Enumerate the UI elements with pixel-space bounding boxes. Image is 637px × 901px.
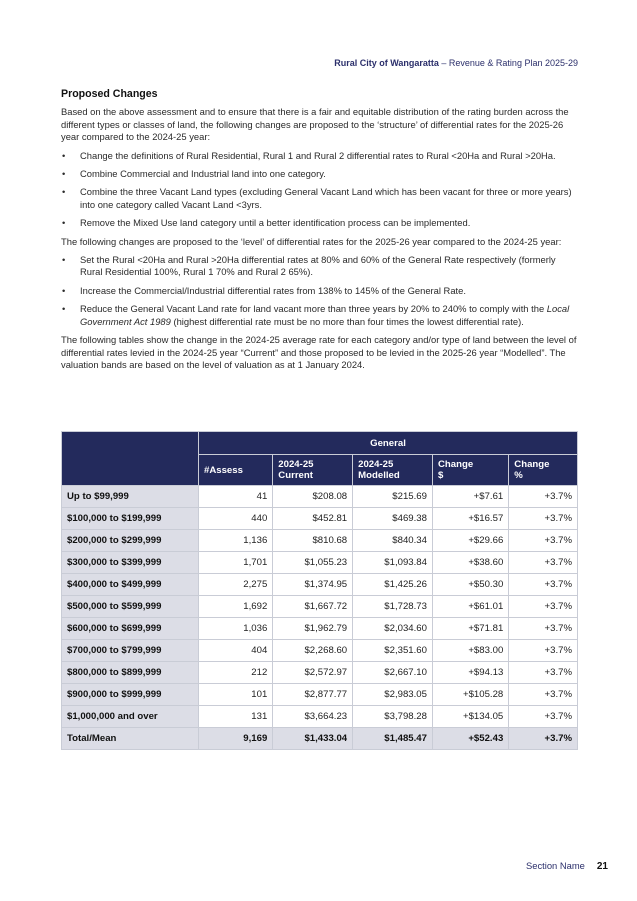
value-cell-change-p: +3.7%	[509, 640, 578, 662]
table-row	[62, 640, 578, 662]
header-org: Rural City of Wangaratta	[334, 58, 439, 68]
value-cell-modelled: $1,093.84	[353, 552, 433, 574]
value-cell-assess: 1,136	[199, 530, 273, 552]
value-cell-modelled: $215.69	[353, 486, 433, 508]
value-cell-modelled: $2,351.60	[353, 640, 433, 662]
value-cell-current: $1,374.95	[273, 574, 353, 596]
column-header-change-dollar: Change $	[432, 455, 508, 486]
running-header	[334, 58, 578, 68]
table-row	[62, 596, 578, 618]
value-cell-current: $1,667.72	[273, 596, 353, 618]
column-header-change-percent: Change %	[509, 455, 578, 486]
level-intro-paragraph: The following changes are proposed to the ‘level’ of differential rates for the 2025-26 year compared to the 2024-25 year:	[61, 235, 562, 247]
value-cell-change-p: +3.7%	[509, 618, 578, 640]
value-cell-change-p: +3.7%	[509, 530, 578, 552]
value-cell-assess: 212	[199, 662, 273, 684]
value-cell-change-d: +$29.66	[432, 530, 508, 552]
value-cell-modelled: $3,798.28	[353, 706, 433, 728]
page-number: 21	[596, 861, 608, 872]
value-cell-current: $2,572.97	[273, 662, 353, 684]
table-row	[62, 662, 578, 684]
general-rates-table	[61, 431, 578, 750]
value-cell-current: $1,433.04	[273, 728, 353, 750]
value-cell-change-p: +3.7%	[509, 662, 578, 684]
act-citation: Local Government Act 1989	[80, 303, 570, 327]
value-cell-change-d: +$94.13	[432, 662, 508, 684]
value-cell-assess: 9,169	[199, 728, 273, 750]
value-cell-current: $2,268.60	[273, 640, 353, 662]
value-cell-change-d: +$50.30	[432, 574, 508, 596]
intro-paragraph: Based on the above assessment and to ensure that there is a fair and equitable distribution of the rating burden across the different types or classes of land, the following changes are proposed to the ‘structure’ of differential rates for the 2025-26 year compared to the 2024-25 year:	[61, 106, 569, 143]
value-cell-modelled: $2,034.60	[353, 618, 433, 640]
table-row	[62, 706, 578, 728]
value-cell-assess: 1,036	[199, 618, 273, 640]
footer-section-name: Section Name	[525, 860, 585, 871]
value-cell-change-d: +$134.05	[432, 706, 508, 728]
value-cell-change-p: +3.7%	[509, 706, 578, 728]
value-cell-current: $1,055.23	[273, 552, 353, 574]
value-cell-modelled: $1,425.26	[353, 574, 433, 596]
value-cell-assess: 1,701	[199, 552, 273, 574]
list-item: • Set the Rural <20Ha and Rural >20Ha differential rates at 80% and 60% of the General Rate respectively (formerly Rural Residential 100%, Rural 1 70% and Rural 2 65%).	[61, 254, 578, 279]
list-item: • Change the definitions of Rural Residential, Rural 1 and Rural 2 differential rates to Rural <20Ha and Rural >20Ha.	[61, 150, 578, 162]
level-changes-list	[61, 254, 578, 328]
valuation-band-cell: $1,000,000 and over	[62, 706, 199, 728]
list-item: • Remove the Mixed Use land category until a better identification process can be implemented.	[61, 217, 578, 229]
bullet-text: (highest differential rate must be no more than four times the lowest differential rate).	[170, 315, 524, 327]
value-cell-change-p: +3.7%	[509, 508, 578, 530]
value-cell-modelled: $2,667.10	[353, 662, 433, 684]
value-cell-modelled: $469.38	[353, 508, 433, 530]
value-cell-assess: 1,692	[199, 596, 273, 618]
value-cell-assess: 404	[199, 640, 273, 662]
value-cell-change-d: +$52.43	[432, 728, 508, 750]
table-row	[62, 508, 578, 530]
section-heading: Proposed Changes	[61, 88, 158, 100]
list-item: • Combine Commercial and Industrial land into one category.	[61, 168, 578, 180]
valuation-band-cell: $800,000 to $899,999	[62, 662, 199, 684]
table-row	[62, 530, 578, 552]
value-cell-current: $3,664.23	[273, 706, 353, 728]
value-cell-assess: 41	[199, 486, 273, 508]
valuation-band-cell: Up to $99,999	[62, 486, 199, 508]
list-item: • Increase the Commercial/Industrial differential rates from 138% to 145% of the General Rate.	[61, 285, 578, 297]
list-item: • Combine the three Vacant Land types (excluding General Vacant Land which has been vacant for three or more years) into one category called Vacant Land <3yrs.	[61, 186, 578, 211]
table-row	[62, 684, 578, 706]
value-cell-change-d: +$105.28	[432, 684, 508, 706]
value-cell-change-p: +3.7%	[509, 574, 578, 596]
header-doc-title: – Revenue & Rating Plan 2025-29	[438, 58, 578, 68]
total-row	[62, 728, 578, 750]
value-cell-modelled: $2,983.05	[353, 684, 433, 706]
valuation-band-cell: $300,000 to $399,999	[62, 552, 199, 574]
valuation-band-cell: $500,000 to $599,999	[62, 596, 199, 618]
valuation-band-cell: Total/Mean	[62, 728, 199, 750]
value-cell-assess: 2,275	[199, 574, 273, 596]
column-header-current: 2024-25 Current	[273, 455, 353, 486]
value-cell-change-d: +$83.00	[432, 640, 508, 662]
value-cell-change-p: +3.7%	[509, 552, 578, 574]
page-content	[61, 88, 578, 377]
value-cell-change-d: +$71.81	[432, 618, 508, 640]
value-cell-modelled: $1,485.47	[353, 728, 433, 750]
value-cell-current: $2,877.77	[273, 684, 353, 706]
structure-changes-list	[61, 150, 578, 230]
value-cell-change-p: +3.7%	[509, 684, 578, 706]
value-cell-current: $452.81	[273, 508, 353, 530]
tables-note-paragraph: The following tables show the change in the 2024-25 average rate for each category and/or type of land between the level of differential rates levied in the 2024-25 year “Current” and those proposed to be levied in the 2025-26 year “Modelled”. The valuation bands are based on the level of valuation as at 1 January 2024.	[61, 334, 577, 370]
value-cell-change-d: +$61.01	[432, 596, 508, 618]
column-header-assess: #Assess	[199, 455, 273, 486]
list-item	[61, 303, 578, 328]
value-cell-modelled: $840.34	[353, 530, 433, 552]
table-row	[62, 552, 578, 574]
bullet-text: Reduce the General Vacant Land rate for land vacant more than three years by 20% to 240% to comply with the	[80, 303, 547, 315]
value-cell-assess: 131	[199, 706, 273, 728]
column-header-modelled: 2024-25 Modelled	[353, 455, 433, 486]
blank-header-cell	[62, 432, 199, 486]
page-footer	[526, 860, 608, 872]
value-cell-modelled: $1,728.73	[353, 596, 433, 618]
value-cell-change-p: +3.7%	[509, 728, 578, 750]
valuation-band-cell: $400,000 to $499,999	[62, 574, 199, 596]
table-row	[62, 618, 578, 640]
value-cell-assess: 101	[199, 684, 273, 706]
valuation-band-cell: $900,000 to $999,999	[62, 684, 199, 706]
value-cell-current: $208.08	[273, 486, 353, 508]
valuation-band-cell: $700,000 to $799,999	[62, 640, 199, 662]
table-row	[62, 486, 578, 508]
value-cell-assess: 440	[199, 508, 273, 530]
value-cell-current: $1,962.79	[273, 618, 353, 640]
valuation-band-cell: $100,000 to $199,999	[62, 508, 199, 530]
value-cell-change-d: +$16.57	[432, 508, 508, 530]
valuation-band-cell: $600,000 to $699,999	[62, 618, 199, 640]
table-row	[62, 574, 578, 596]
value-cell-change-p: +3.7%	[509, 596, 578, 618]
value-cell-change-p: +3.7%	[509, 486, 578, 508]
value-cell-current: $810.68	[273, 530, 353, 552]
value-cell-change-d: +$38.60	[432, 552, 508, 574]
value-cell-change-d: +$7.61	[432, 486, 508, 508]
valuation-band-cell: $200,000 to $299,999	[62, 530, 199, 552]
group-header: General	[199, 432, 578, 455]
